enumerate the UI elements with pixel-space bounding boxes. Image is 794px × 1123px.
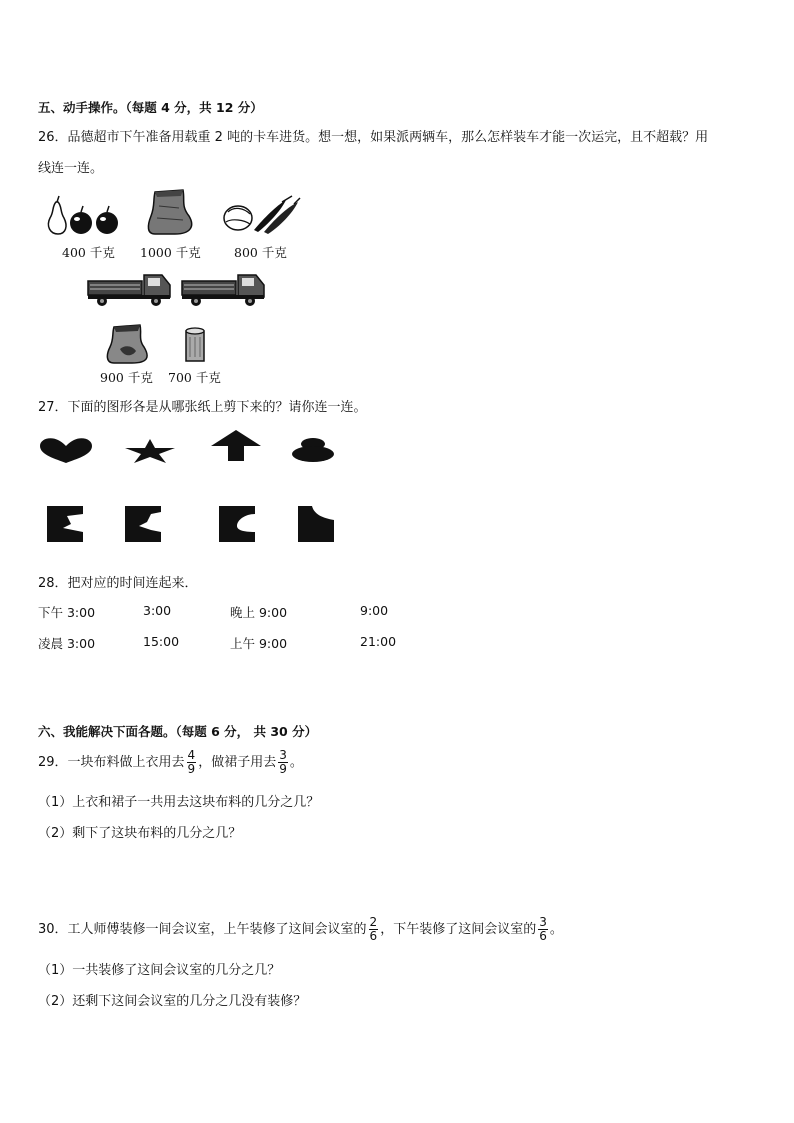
q29-text	[38, 745, 303, 781]
fraction-denominator: 9	[187, 762, 196, 776]
truck-icon	[86, 269, 174, 309]
cut-paper-3	[219, 506, 257, 544]
q30-mid: ，下午装修了这间会议室的	[380, 922, 537, 937]
time-21-00: 21:00	[360, 634, 397, 649]
section-5-heading: 五、动手操作。（每题 4 分，共 12 分）	[38, 100, 263, 115]
q29-sub2: （2）剩下了这块布料的几分之几？	[38, 826, 242, 841]
mushroom-shape	[292, 437, 336, 463]
fraction-numerator: 4	[187, 748, 196, 762]
q30-post: 。	[549, 922, 563, 937]
q29-pre: 29．一块布料做上衣用去	[38, 755, 185, 770]
fraction-numerator: 2	[369, 915, 378, 929]
fruit-icon	[46, 192, 122, 238]
sack-icon	[145, 186, 197, 236]
section-6-heading: 六、我能解决下面各题。（每题 6 分， 共 30 分）	[38, 724, 318, 739]
item-label-fruit: 400 千克	[62, 245, 115, 260]
item-label-sack: 1000 千克	[140, 245, 201, 260]
truck-icon	[180, 269, 268, 309]
item-label-vegetables: 800 千克	[234, 245, 287, 260]
vegetables-icon	[220, 196, 302, 236]
time-9-00: 9:00	[360, 603, 389, 618]
q27-text: 27．下面的图形各是从哪张纸上剪下来的？请你连一连。	[38, 400, 367, 415]
fraction-denominator: 9	[279, 762, 287, 776]
q26-text-line1: 26．品德超市下午准备用载重 2 吨的卡车进货。想一想，如果派两辆车，那么怎样装车才能一次运完，且不超载？用	[38, 130, 709, 145]
can-icon	[184, 327, 208, 365]
fraction-2-6	[369, 916, 379, 943]
q29-post: 。	[289, 755, 303, 770]
fraction-3-9	[278, 749, 288, 776]
time-15-00: 15:00	[143, 634, 180, 649]
time-early-morning-3: 凌晨 3:00	[38, 636, 96, 651]
heart-shape	[38, 437, 94, 465]
cut-paper-2	[125, 506, 163, 544]
fraction-3-6	[538, 916, 548, 943]
fraction-numerator: 3	[539, 915, 547, 929]
q30-pre: 30．工人师傅装修一间会议室，上午装修了这间会议室的	[38, 922, 367, 937]
fraction-denominator: 6	[369, 929, 378, 943]
star-shape	[124, 438, 176, 464]
time-afternoon-3: 下午 3:00	[38, 605, 96, 620]
cut-paper-1	[47, 506, 85, 544]
item-label-can: 700 千克	[168, 370, 221, 385]
fraction-numerator: 3	[279, 748, 287, 762]
time-evening-9: 晚上 9:00	[230, 605, 288, 620]
fraction-denominator: 6	[539, 929, 547, 943]
q28-text: 28．把对应的时间连起来．	[38, 576, 198, 591]
q29-sub1: （1）上衣和裙子一共用去这块布料的几分之几？	[38, 795, 320, 810]
bag-icon	[106, 323, 152, 365]
time-morning-9: 上午 9:00	[230, 636, 288, 651]
tree-shape	[209, 430, 263, 462]
cut-paper-4	[298, 506, 336, 544]
q26-text-line2: 线连一连。	[38, 161, 104, 176]
time-3-00: 3:00	[143, 603, 172, 618]
q29-mid: ，做裙子用去	[198, 755, 277, 770]
item-label-bag: 900 千克	[100, 370, 153, 385]
q30-text	[38, 912, 563, 948]
fraction-4-9	[187, 749, 197, 776]
q30-sub2: （2）还剩下这间会议室的几分之几没有装修？	[38, 994, 307, 1009]
q30-sub1: （1）一共装修了这间会议室的几分之几？	[38, 963, 281, 978]
